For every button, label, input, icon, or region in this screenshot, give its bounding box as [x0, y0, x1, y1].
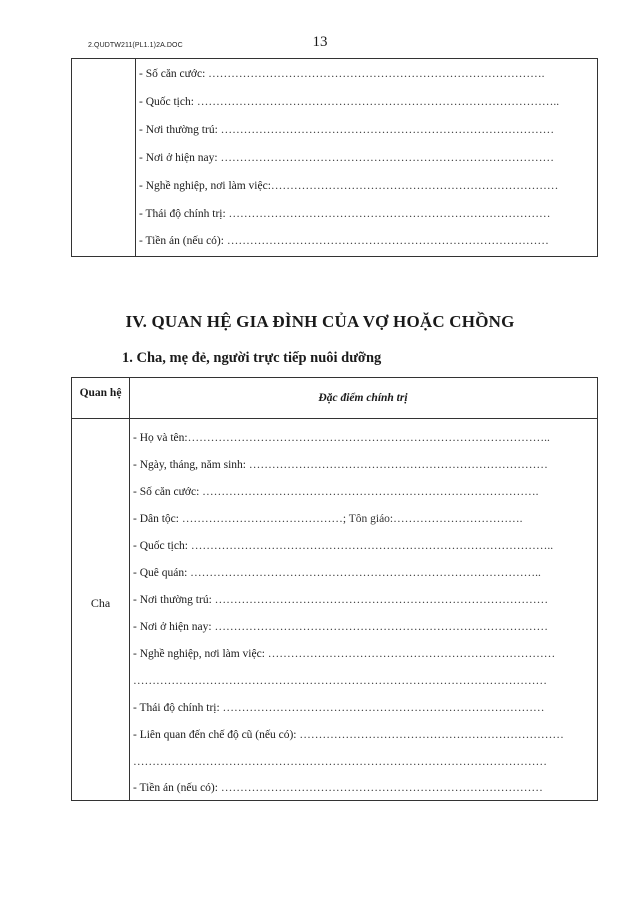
- field-row: [133, 512, 523, 526]
- column-divider: [129, 378, 130, 800]
- field-dots: ……………………………………………………………………: [248, 459, 548, 471]
- field-dots: ……………………………………; Tôn giáo:…………………………….: [181, 513, 523, 525]
- field-dots: …………………………………………………………………………: [226, 235, 549, 247]
- page-number: 13: [312, 34, 328, 50]
- field-dots: ……………………………………………………………………………: [220, 124, 555, 136]
- field-label: - Số căn cước:: [139, 68, 209, 80]
- field-row: [133, 755, 547, 769]
- field-label: - Tiền án (nếu có):: [133, 782, 221, 794]
- field-label: - Ngày, tháng, năm sinh:: [133, 459, 249, 471]
- field-row: [133, 431, 550, 445]
- field-dots: …………………………………………………………………………………..: [190, 540, 554, 552]
- field-row: [139, 151, 554, 165]
- field-dots: ………………………………………………………………………………..: [190, 567, 541, 579]
- section-title: IV. QUAN HỆ GIA ĐÌNH CỦA VỢ HOẶC CHỒNG: [125, 312, 515, 331]
- field-label: - Nghề nghiệp, nơi làm việc:: [139, 180, 271, 192]
- field-dots: …………………………………………………………………………………..: [187, 432, 550, 444]
- field-label: - Nơi thường trú:: [133, 594, 215, 606]
- field-dots: …………………………………………………………………: [267, 648, 556, 660]
- field-row: [133, 620, 548, 634]
- field-row: [139, 207, 551, 221]
- field-row: [133, 781, 543, 795]
- field-dots: ………………………………………………………………………………………………: [133, 675, 547, 687]
- field-dots: …………………………………………………………………………: [222, 702, 545, 714]
- previous-person-table: [71, 58, 598, 257]
- field-row: [133, 728, 564, 742]
- field-row: [139, 95, 559, 109]
- column-divider: [135, 59, 136, 256]
- header-political-features: Đặc điểm chính trị: [318, 392, 408, 404]
- subsection-title: 1. Cha, mẹ đẻ, người trực tiếp nuôi dưỡng: [122, 350, 382, 366]
- relation-cell: Cha: [90, 596, 111, 610]
- field-dots: …………………………………………………………………: [270, 180, 559, 192]
- field-label: - Quốc tịch:: [139, 96, 197, 108]
- field-label: - Tiền án (nếu có):: [139, 235, 227, 247]
- field-dots: …………………………………………………………………………….: [202, 486, 539, 498]
- field-dots: …………………………………………………………………………………..: [196, 96, 560, 108]
- field-row: [139, 179, 558, 193]
- header-relation: Quan hệ: [79, 387, 122, 399]
- field-label: - Dân tộc:: [133, 513, 182, 525]
- field-dots: …………………………………………………………………………: [228, 208, 551, 220]
- field-row: [133, 539, 553, 553]
- family-relation-table: [71, 377, 598, 801]
- field-dots: ……………………………………………………………………………: [220, 152, 554, 164]
- file-name: 2.QUDTW211(PL1.1)2A.DOC: [88, 42, 183, 49]
- field-label: - Liên quan đến chế độ cũ (nếu có):: [133, 729, 300, 741]
- header-divider: [72, 418, 597, 419]
- field-dots: ………………………………………………………………………………………………: [133, 756, 547, 768]
- field-dots: ……………………………………………………………: [299, 729, 564, 741]
- field-row: [139, 234, 549, 248]
- field-label: - Họ và tên:: [133, 432, 188, 444]
- field-label: - Thái độ chính trị:: [133, 702, 223, 714]
- field-dots: ……………………………………………………………………………: [214, 621, 548, 633]
- field-label: - Nghề nghiệp, nơi làm việc:: [133, 648, 268, 660]
- field-dots: ……………………………………………………………………………: [214, 594, 549, 606]
- field-row: [133, 674, 547, 688]
- field-dots: …………………………………………………………………………: [220, 782, 543, 794]
- field-row: [139, 123, 554, 137]
- field-row: [133, 647, 555, 661]
- field-row: [133, 593, 548, 607]
- field-label: - Quốc tịch:: [133, 540, 191, 552]
- field-label: - Số căn cước:: [133, 486, 203, 498]
- field-dots: …………………………………………………………………………….: [208, 68, 545, 80]
- field-row: [133, 566, 541, 580]
- field-row: [133, 458, 548, 472]
- field-row: [133, 485, 539, 499]
- field-label: - Nơi ở hiện nay:: [133, 621, 215, 633]
- field-row: [133, 701, 545, 715]
- field-label: - Quê quán:: [133, 567, 191, 579]
- field-label: - Nơi ở hiện nay:: [139, 152, 221, 164]
- field-label: - Nơi thường trú:: [139, 124, 221, 136]
- field-row: [139, 67, 545, 81]
- field-label: - Thái độ chính trị:: [139, 208, 229, 220]
